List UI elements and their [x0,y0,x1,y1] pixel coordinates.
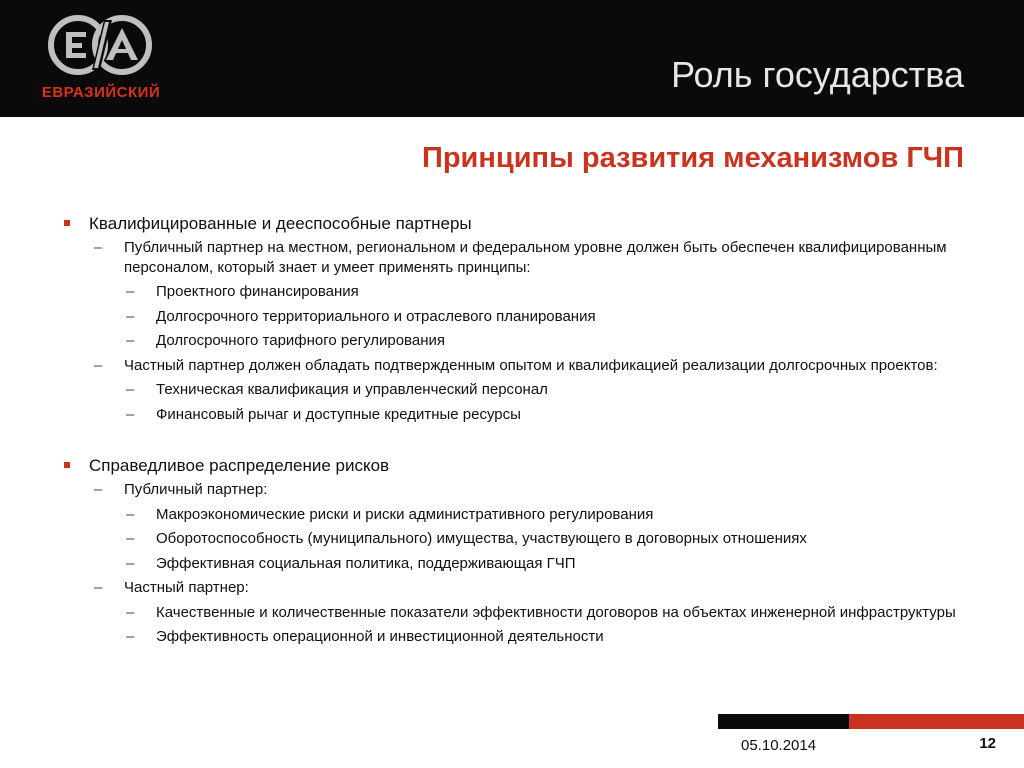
list-item-text: Частный партнер должен обладать подтвержденным опытом и квалификацией реализации долгосрочных проектов: [124,356,938,374]
dash-bullet-icon: – [126,505,135,523]
logo-emblem-icon [48,14,152,76]
logo-text: ЕВРАЗИЙСКИЙ [41,84,161,101]
list-item-level2 [64,578,964,598]
list-item-text: Оборотоспособность (муниципального) имущества, участвующего в договорных отношениях [156,530,807,547]
footer-bar-black [718,714,849,729]
dash-bullet-icon: – [126,405,135,423]
bullet-content [64,212,964,652]
list-item-level3 [64,529,964,549]
list-item-level3 [64,380,964,400]
list-item-level2 [64,238,964,277]
dash-bullet-icon: – [94,239,103,256]
dash-bullet-icon: – [126,554,135,572]
list-item-text: Проектного финансирования [156,283,359,300]
section-heading [64,212,964,236]
list-item-level3 [64,603,964,623]
list-item-level3 [64,405,964,425]
list-item-text: Долгосрочного тарифного регулирования [156,332,445,349]
list-item-level2 [64,356,964,376]
company-logo [36,14,166,104]
list-item-text: Финансовый рычаг и доступные кредитные ресурсы [156,405,521,423]
section-heading-text: Справедливое распределение рисков [89,456,390,475]
footer-bar-red [849,714,1024,729]
dash-bullet-icon: – [126,332,135,349]
list-item-text: Долгосрочного территориального и отраслевого планирования [156,307,596,325]
list-item-level3 [64,627,964,647]
list-item-text: Эффективность операционной и инвестиционной деятельности [156,628,604,645]
header-bar [0,0,1024,117]
square-bullet-icon [64,462,70,468]
dash-bullet-icon: – [126,628,135,645]
slide-title: Роль государства [671,54,964,95]
section-heading-text: Квалифицированные и дееспособные партнеры [89,214,472,233]
list-item-text: Публичный партнер: [124,481,268,498]
list-item-text: Техническая квалификация и управленческий персонал [156,381,548,398]
list-item-text: Публичный партнер на местном, региональном и федеральном уровне должен быть обеспечен квалифицированным персоналом, который знает и умеет применять принципы: [124,239,947,276]
dash-bullet-icon: – [126,283,135,300]
dash-bullet-icon: – [126,530,135,547]
list-item-level2 [64,480,964,500]
section-heading [64,454,964,478]
dash-bullet-icon: – [94,481,103,498]
footer-date: 05.10.2014 [741,737,817,754]
list-item-text: Частный партнер: [124,579,249,596]
list-item-level3 [64,282,964,302]
square-bullet-icon [64,220,70,226]
section [64,212,964,424]
list-item-level3 [64,307,964,327]
dash-bullet-icon: – [126,307,135,325]
list-item-level3 [64,554,964,574]
list-item-level3 [64,505,964,525]
list-item-text: Макроэкономические риски и риски административного регулирования [156,505,654,523]
dash-bullet-icon: – [94,356,103,374]
dash-bullet-icon: – [126,603,135,621]
slide-subtitle: Принципы развития механизмов ГЧП [422,142,964,174]
dash-bullet-icon: – [126,381,135,398]
dash-bullet-icon: – [94,579,103,596]
section [64,454,964,647]
page-number: 12 [979,735,996,752]
list-item-text: Качественные и количественные показатели эффективности договоров на объектах инженерной инфраструктуры [156,603,956,621]
list-item-level3 [64,331,964,351]
list-item-text: Эффективная социальная политика, поддерживающая ГЧП [156,554,576,572]
